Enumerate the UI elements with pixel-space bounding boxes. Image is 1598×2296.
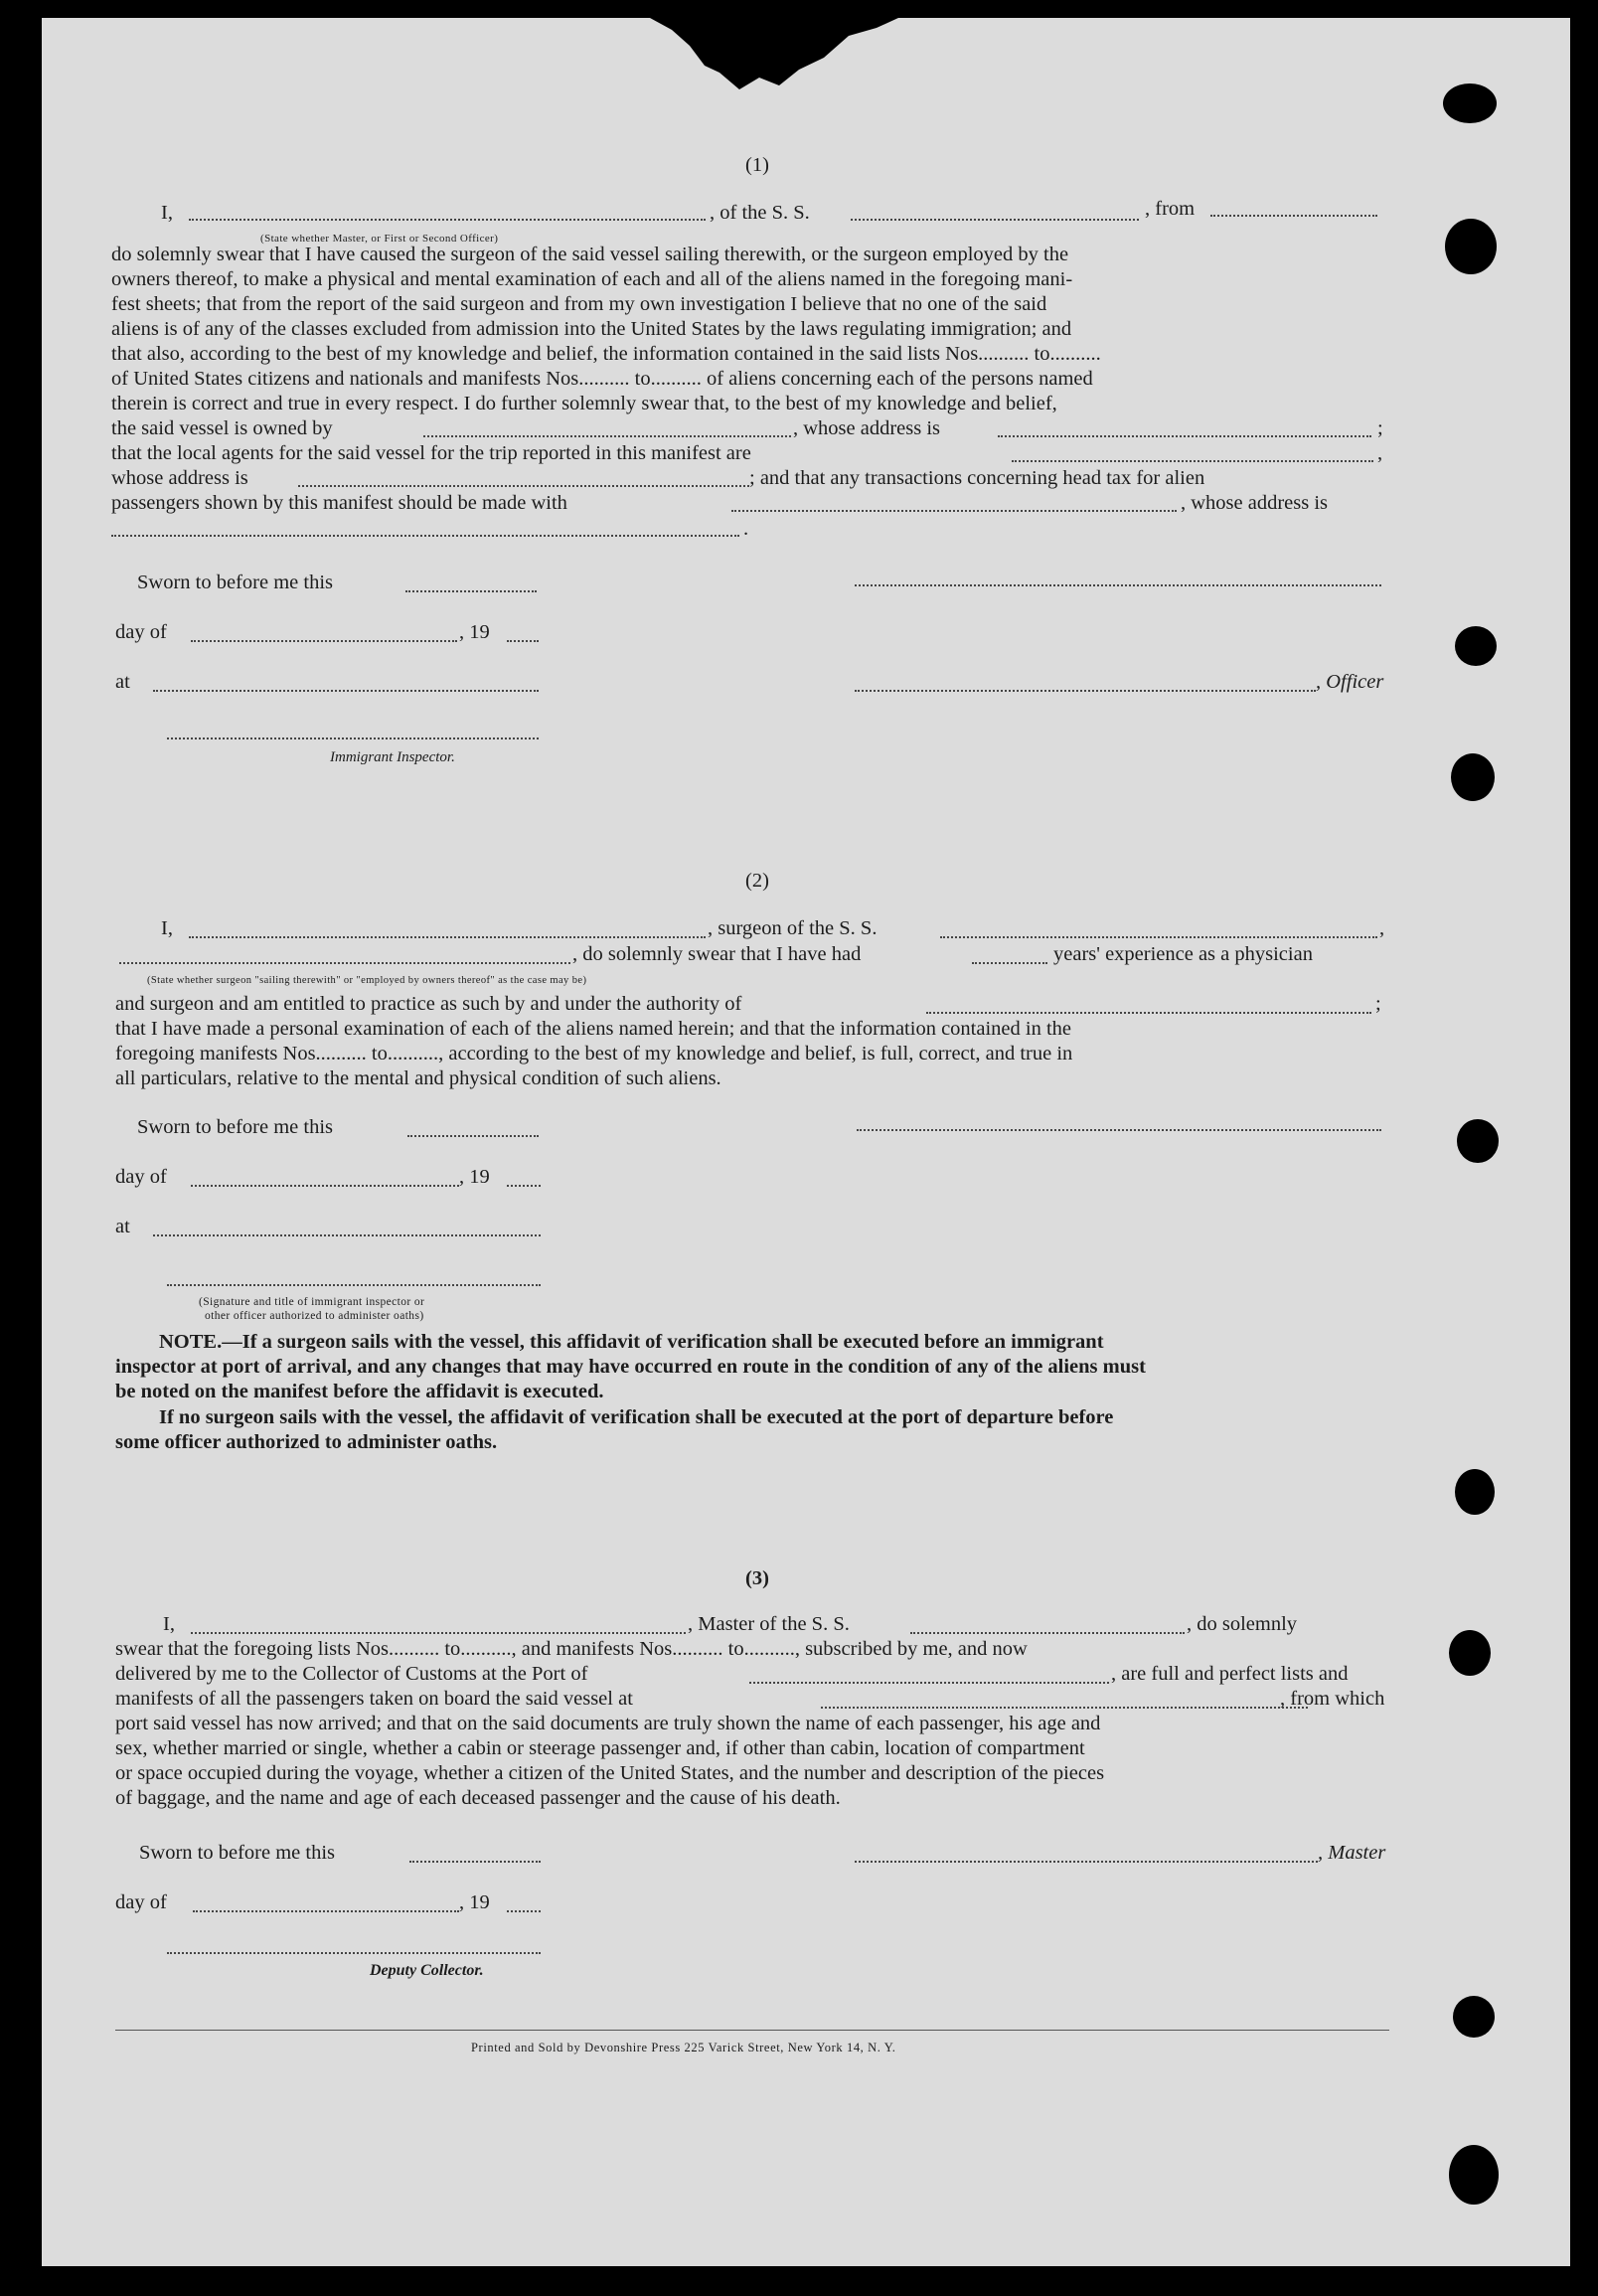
full-lists-text: , are full and perfect lists and [1111,1663,1349,1685]
punch-hole [1449,2145,1499,2205]
body-line: all particulars, relative to the mental and physical condition of such aliens. [115,1067,721,1089]
deputy-label: Deputy Collector. [370,1962,484,1979]
port-field[interactable] [749,1682,1109,1684]
day-of-label: day of [115,1891,167,1913]
year-label: , 19 [459,621,490,643]
day-of-field[interactable] [193,1910,459,1912]
officer-caption: (State whether Master, or First or Second Officer) [260,233,499,245]
punch-hole [1443,83,1497,123]
i-label: I, [161,202,173,224]
embark-port-field[interactable] [821,1707,1308,1709]
master-signature-field[interactable] [855,1861,1318,1863]
note-line: some officer authorized to administer oaths. [115,1431,498,1453]
sworn-label: Sworn to before me this [137,1116,333,1138]
sworn-label: Sworn to before me this [139,1842,335,1864]
authority-field[interactable] [926,1012,1371,1014]
whose-address-label: , whose address is [793,417,941,439]
surgeon-vessel-field[interactable] [940,936,1377,938]
do-solemnly-text: , do solemnly [1187,1613,1298,1635]
signature-caption: other officer authorized to administer oaths) [205,1310,424,1322]
solemnly-text: , do solemnly swear that I have had [572,943,862,965]
day-of-field[interactable] [191,1185,459,1187]
collector-signature-field[interactable] [167,1952,541,1954]
body-line: of United States citizens and nationals and manifests Nos.......... to.......... of aliens concerning each of the persons named [111,368,1093,390]
head-tax-text: ; and that any transactions concerning head tax for alien [749,467,1205,489]
body-line: owners thereof, to make a physical and mental examination of each and all of the aliens named in the foregoing mani- [111,268,1073,290]
owner-field[interactable] [423,435,791,437]
year-field[interactable] [507,1185,541,1187]
note-line: be noted on the manifest before the affidavit is executed. [115,1381,604,1402]
at-label: at [115,1216,130,1237]
officer-name-field[interactable] [189,219,706,221]
year-label: , 19 [459,1891,490,1913]
period: . [743,518,749,540]
body-line: aliens is of any of the classes excluded from admission into the United States by the laws regulating immigration; and [111,318,1072,340]
surgeon-signature-field[interactable] [857,1129,1381,1131]
day-of-label: day of [115,621,167,643]
at-label: at [115,671,130,693]
master-of-label: , Master of the S. S. [688,1613,850,1635]
officer-signature-field[interactable] [855,584,1381,586]
at-place-field[interactable] [153,1234,541,1236]
inspector-label: Immigrant Inspector. [330,749,455,765]
body-line: port said vessel has now arrived; and that on the said documents are truly shown the name of each passenger, his age and [115,1713,1101,1734]
officer-title-field[interactable] [855,690,1316,692]
surgeon-status-field[interactable] [119,962,570,964]
surgeon-caption: (State whether surgeon "sailing therewith" or "employed by owners thereof" as the case may be) [147,975,587,986]
punch-hole [1445,219,1497,274]
body-line: or space occupied during the voyage, whether a citizen of the United States, and the number and description of the pieces [115,1762,1105,1784]
body-line: do solemnly swear that I have caused the surgeon of the said vessel sailing therewith, or the surgeon employed by the [111,244,1069,265]
sworn-label: Sworn to before me this [137,572,333,593]
printer-imprint: Printed and Sold by Devonshire Press 225 Varick Street, New York 14, N. Y. [471,2041,896,2054]
semicolon: ; [1377,417,1383,439]
inspector-signature-field[interactable] [167,738,539,739]
head-tax-party-field[interactable] [731,510,1177,512]
section-number: (2) [745,870,769,892]
vessel-name-field[interactable] [851,219,1139,221]
owned-by-label: the said vessel is owned by [111,417,333,439]
sworn-date-field[interactable] [407,1135,539,1137]
passengers-text: passengers shown by this manifest should be made with [111,492,567,514]
from-which-text: , from which [1280,1688,1385,1710]
of-the-ss-label: , of the S. S. [710,202,810,224]
comma: , [1379,917,1385,939]
footer-rule [115,2030,1389,2031]
punch-hole [1455,626,1497,666]
section-number: (1) [745,154,769,176]
from-label: , from [1145,198,1196,220]
day-of-label: day of [115,1166,167,1188]
semicolon: ; [1375,993,1381,1015]
master-vessel-field[interactable] [910,1632,1185,1634]
note-line: inspector at port of arrival, and any changes that may have occurred en route in the condition of any of the aliens must [115,1356,1146,1378]
authority-text: and surgeon and am entitled to practice as such by and under the authority of [115,993,742,1015]
i-label: I, [161,917,173,939]
officer-label: , Officer [1316,671,1384,693]
body-line: fest sheets; that from the report of the said surgeon and from my own investigation I believe that no one of the said [111,293,1047,315]
body-line: that I have made a personal examination of each of the aliens named herein; and that the information contained in the [115,1018,1071,1040]
body-line: manifests of all the passengers taken on board the said vessel at [115,1688,633,1710]
years-field[interactable] [972,962,1047,964]
years-text: years' experience as a physician [1053,943,1313,965]
agents-address-field[interactable] [298,485,749,487]
punch-hole [1455,1469,1495,1515]
year-field[interactable] [507,640,539,642]
body-line: that also, according to the best of my knowledge and belief, the information contained in the said lists Nos.......... to.......... [111,343,1101,365]
body-line: sex, whether married or single, whether a cabin or steerage passenger and, if other than cabin, location of compartment [115,1737,1085,1759]
i-label: I, [163,1613,175,1635]
punch-hole [1451,753,1495,801]
owner-address-field[interactable] [998,435,1371,437]
at-place-field[interactable] [153,690,539,692]
form-page [42,18,1570,2266]
body-line: of baggage, and the name and age of each deceased passenger and the cause of his death. [115,1787,841,1809]
body-line: therein is correct and true in every respect. I do further solemnly swear that, to the best of my knowledge and belief, [111,393,1057,414]
punch-hole [1453,1996,1495,2038]
note-line: NOTE.—If a surgeon sails with the vessel, this affidavit of verification shall be executed before an immigrant [159,1331,1104,1353]
year-label: , 19 [459,1166,490,1188]
local-agents-label: that the local agents for the said vessel for the trip reported in this manifest are [111,442,751,464]
sworn-date-field[interactable] [409,1861,541,1863]
body-line: delivered by me to the Collector of Customs at the Port of [115,1663,588,1685]
whose-address-label: whose address is [111,467,248,489]
year-field[interactable] [507,1910,541,1912]
body-line: foregoing manifests Nos.......... to.........., according to the best of my knowledge and belief, is full, correct, and true in [115,1043,1073,1065]
section-number: (3) [745,1567,769,1589]
punch-hole [1457,1119,1499,1163]
whose-address-label: , whose address is [1181,492,1329,514]
from-port-field[interactable] [1210,215,1377,217]
sworn-date-field[interactable] [405,590,537,592]
inspector-signature-field[interactable] [167,1284,541,1286]
head-tax-address-field[interactable] [111,535,739,537]
master-name-field[interactable] [191,1632,686,1634]
master-label: , Master [1318,1842,1386,1864]
torn-edge [650,18,898,97]
surgeon-name-field[interactable] [189,936,706,938]
comma: , [1377,442,1383,464]
surgeon-of-label: , surgeon of the S. S. [708,917,878,939]
signature-caption: (Signature and title of immigrant inspector or [199,1296,425,1308]
day-of-field[interactable] [191,640,457,642]
punch-hole [1449,1630,1491,1676]
local-agents-field[interactable] [1012,460,1373,462]
note-line: If no surgeon sails with the vessel, the affidavit of verification shall be executed at the port of departure before [159,1406,1114,1428]
body-line: swear that the foregoing lists Nos.......... to.........., and manifests Nos.......... to.........., subscribed by me, and now [115,1638,1028,1660]
